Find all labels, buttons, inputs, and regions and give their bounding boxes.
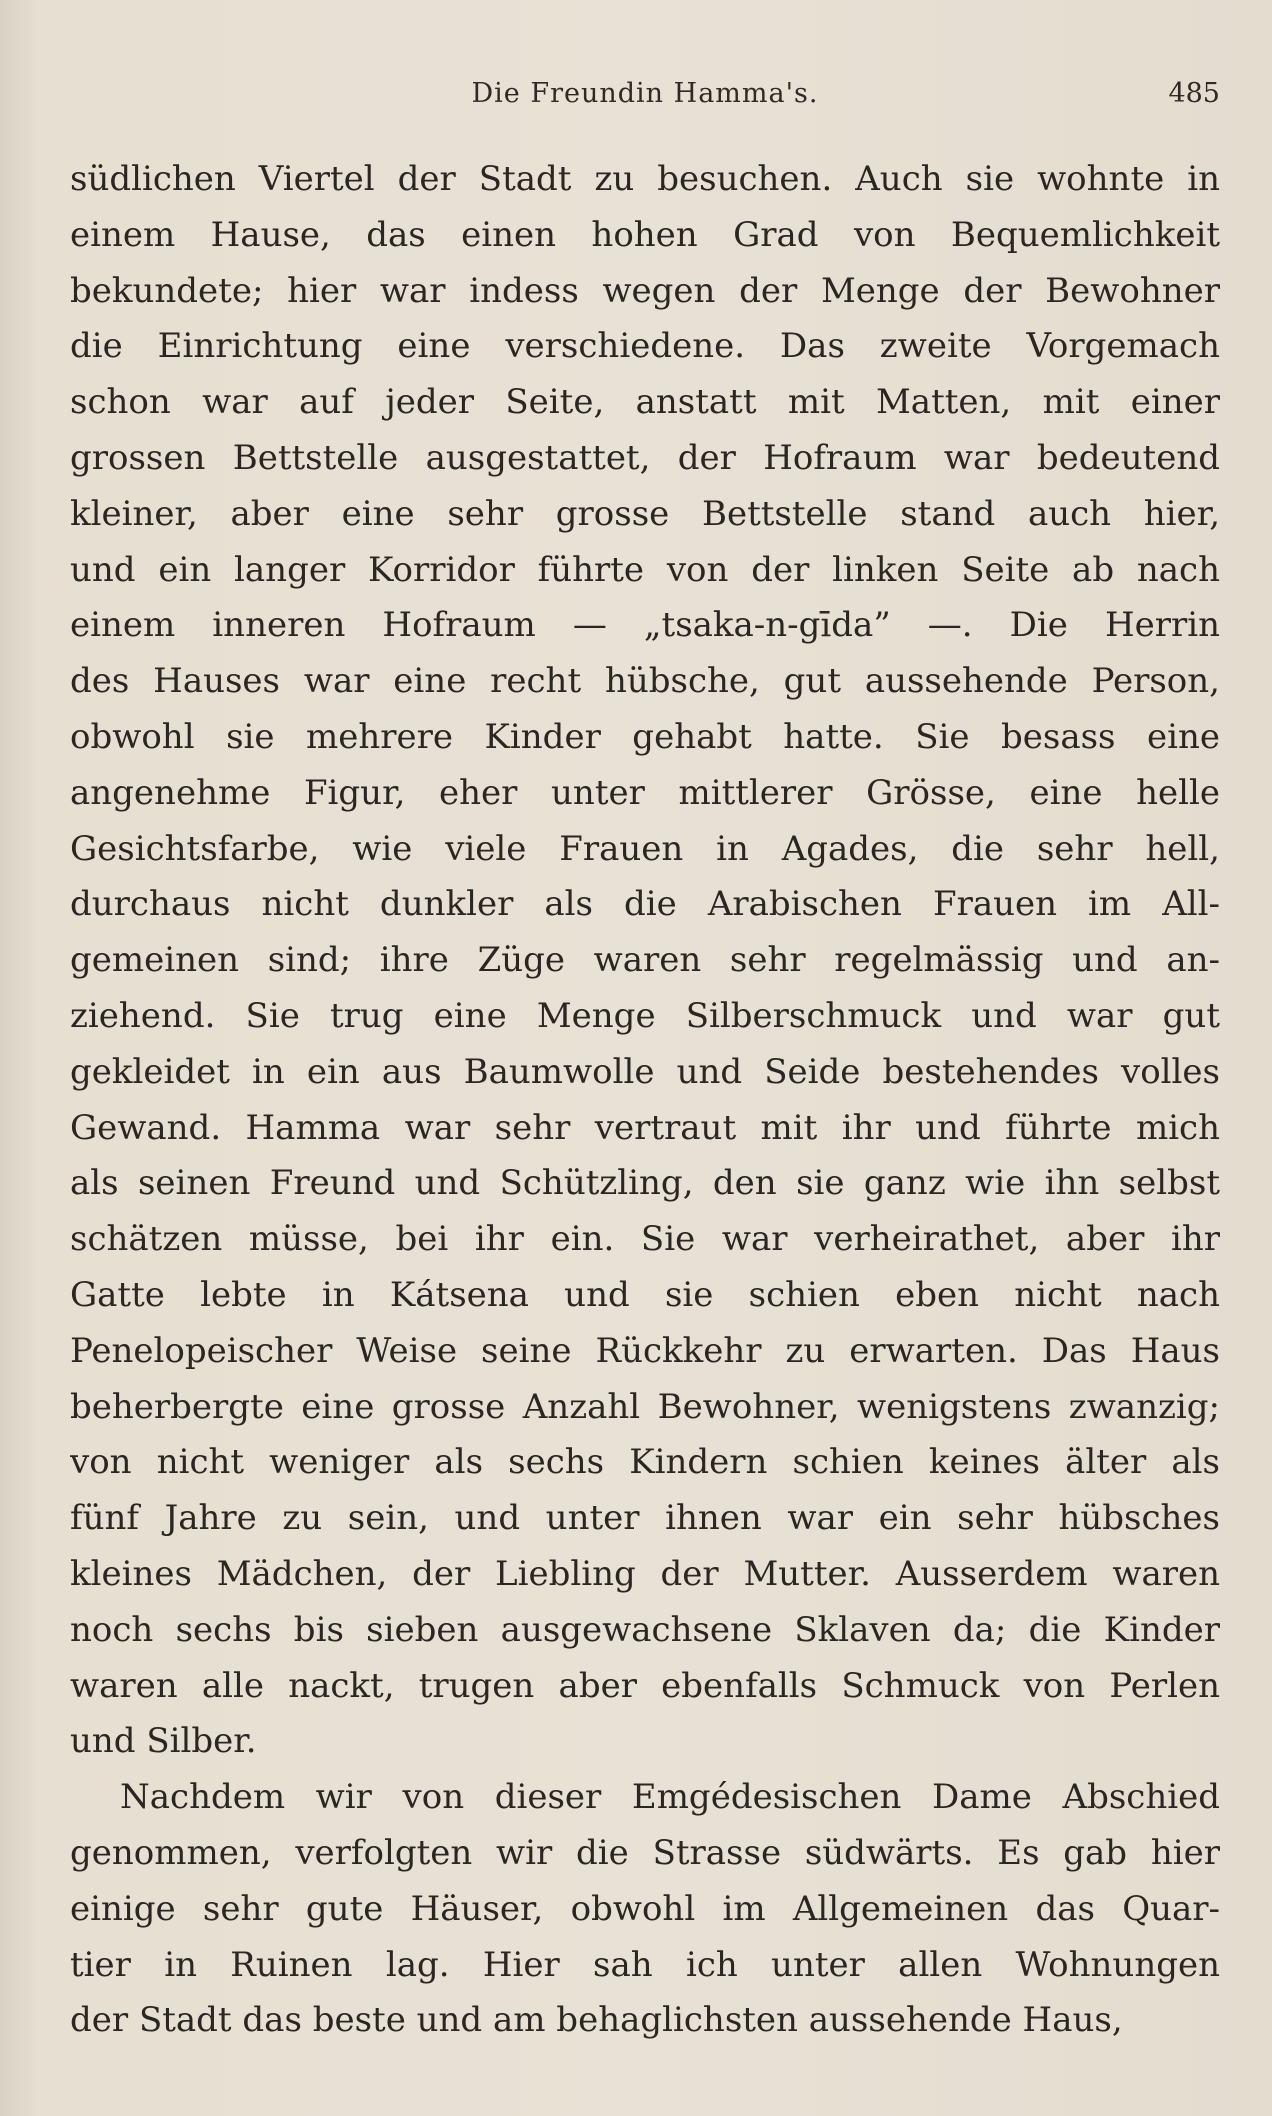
text-line: schon war auf jeder Seite, anstatt mit Matten, mit einer [70, 382, 1220, 423]
text-line: einem inneren Hofraum — „tsaka-n-gīda” —. Die Herrin [70, 605, 1220, 646]
text-line: ziehend. Sie trug eine Menge Silberschmuck und war gut [70, 995, 1220, 1036]
text-line: bekundete; hier war indess wegen der Menge der Bewohner [70, 270, 1220, 311]
text-line: genommen, verfolgten wir die Strasse südwärts. Es gab hier [70, 1832, 1220, 1873]
text-line: angenehme Figur, eher unter mittlerer Grösse, eine helle [70, 772, 1220, 813]
paragraph-1 [70, 152, 1220, 1770]
text-line: einem Hause, das einen hohen Grad von Bequemlichkeit [70, 214, 1220, 255]
text-line: tier in Ruinen lag. Hier sah ich unter allen Wohnungen [70, 1944, 1220, 1985]
text-line: der Stadt das beste und am behaglichsten aussehende Haus, [70, 2000, 1123, 2041]
text-line: Gatte lebte in Kátsena und sie schien eben nicht nach [70, 1274, 1220, 1315]
text-line: schätzen müsse, bei ihr ein. Sie war verheirathet, aber ihr [70, 1219, 1220, 1260]
text-line: grossen Bettstelle ausgestattet, der Hofraum war bedeutend [70, 437, 1220, 478]
running-title: Die Freundin Hamma's. [471, 78, 819, 109]
text-line: waren alle nackt, trugen aber ebenfalls Schmuck von Perlen [70, 1665, 1220, 1706]
text-line: südlichen Viertel der Stadt zu besuchen. Auch sie wohnte in [70, 159, 1220, 199]
text-line: Penelopeischer Weise seine Rückkehr zu erwarten. Das Haus [70, 1330, 1220, 1371]
text-line: beherbergte eine grosse Anzahl Bewohner, wenigstens zwanzig; [70, 1386, 1220, 1427]
text-line: fünf Jahre zu sein, und unter ihnen war ein sehr hübsches [70, 1498, 1220, 1539]
paragraph-2 [70, 1770, 1220, 2049]
text-line: von nicht weniger als sechs Kindern schien keines älter als [70, 1442, 1220, 1483]
text-line: einige sehr gute Häuser, obwohl im Allgemeinen das Quar- [70, 1888, 1220, 1929]
text-line: Gewand. Hamma war sehr vertraut mit ihr und führte mich [70, 1107, 1220, 1148]
text-line: obwohl sie mehrere Kinder gehabt hatte. Sie besass eine [70, 716, 1220, 757]
text-line: als seinen Freund und Schützling, den sie ganz wie ihn selbst [70, 1163, 1220, 1204]
text-line: die Einrichtung eine verschiedene. Das zweite Vorgemach [70, 326, 1220, 367]
text-line: noch sechs bis sieben ausgewachsene Sklaven da; die Kinder [70, 1609, 1220, 1650]
page-number: 485 [1168, 78, 1220, 109]
text-line: durchaus nicht dunkler als die Arabischen Frauen im All- [70, 884, 1220, 925]
page-header [70, 78, 1220, 118]
text-line: und ein langer Korridor führte von der linken Seite ab nach [70, 549, 1220, 590]
text-line: gekleidet in ein aus Baumwolle und Seide bestehendes volles [70, 1051, 1220, 1092]
text-line: Gesichtsfarbe, wie viele Frauen in Agades, die sehr hell, [70, 828, 1220, 869]
text-line: gemeinen sind; ihre Züge waren sehr regelmässig und an- [70, 940, 1220, 981]
text-line: kleiner, aber eine sehr grosse Bettstelle stand auch hier, [70, 493, 1220, 534]
text-line: Nachdem wir von dieser Emgédesischen Dame Abschied [120, 1777, 1220, 1818]
text-line: des Hauses war eine recht hübsche, gut aussehende Person, [70, 661, 1220, 702]
text-line: und Silber. [70, 1721, 257, 1762]
body-text [70, 152, 1220, 2049]
text-line: kleines Mädchen, der Liebling der Mutter. Ausserdem waren [70, 1553, 1220, 1594]
